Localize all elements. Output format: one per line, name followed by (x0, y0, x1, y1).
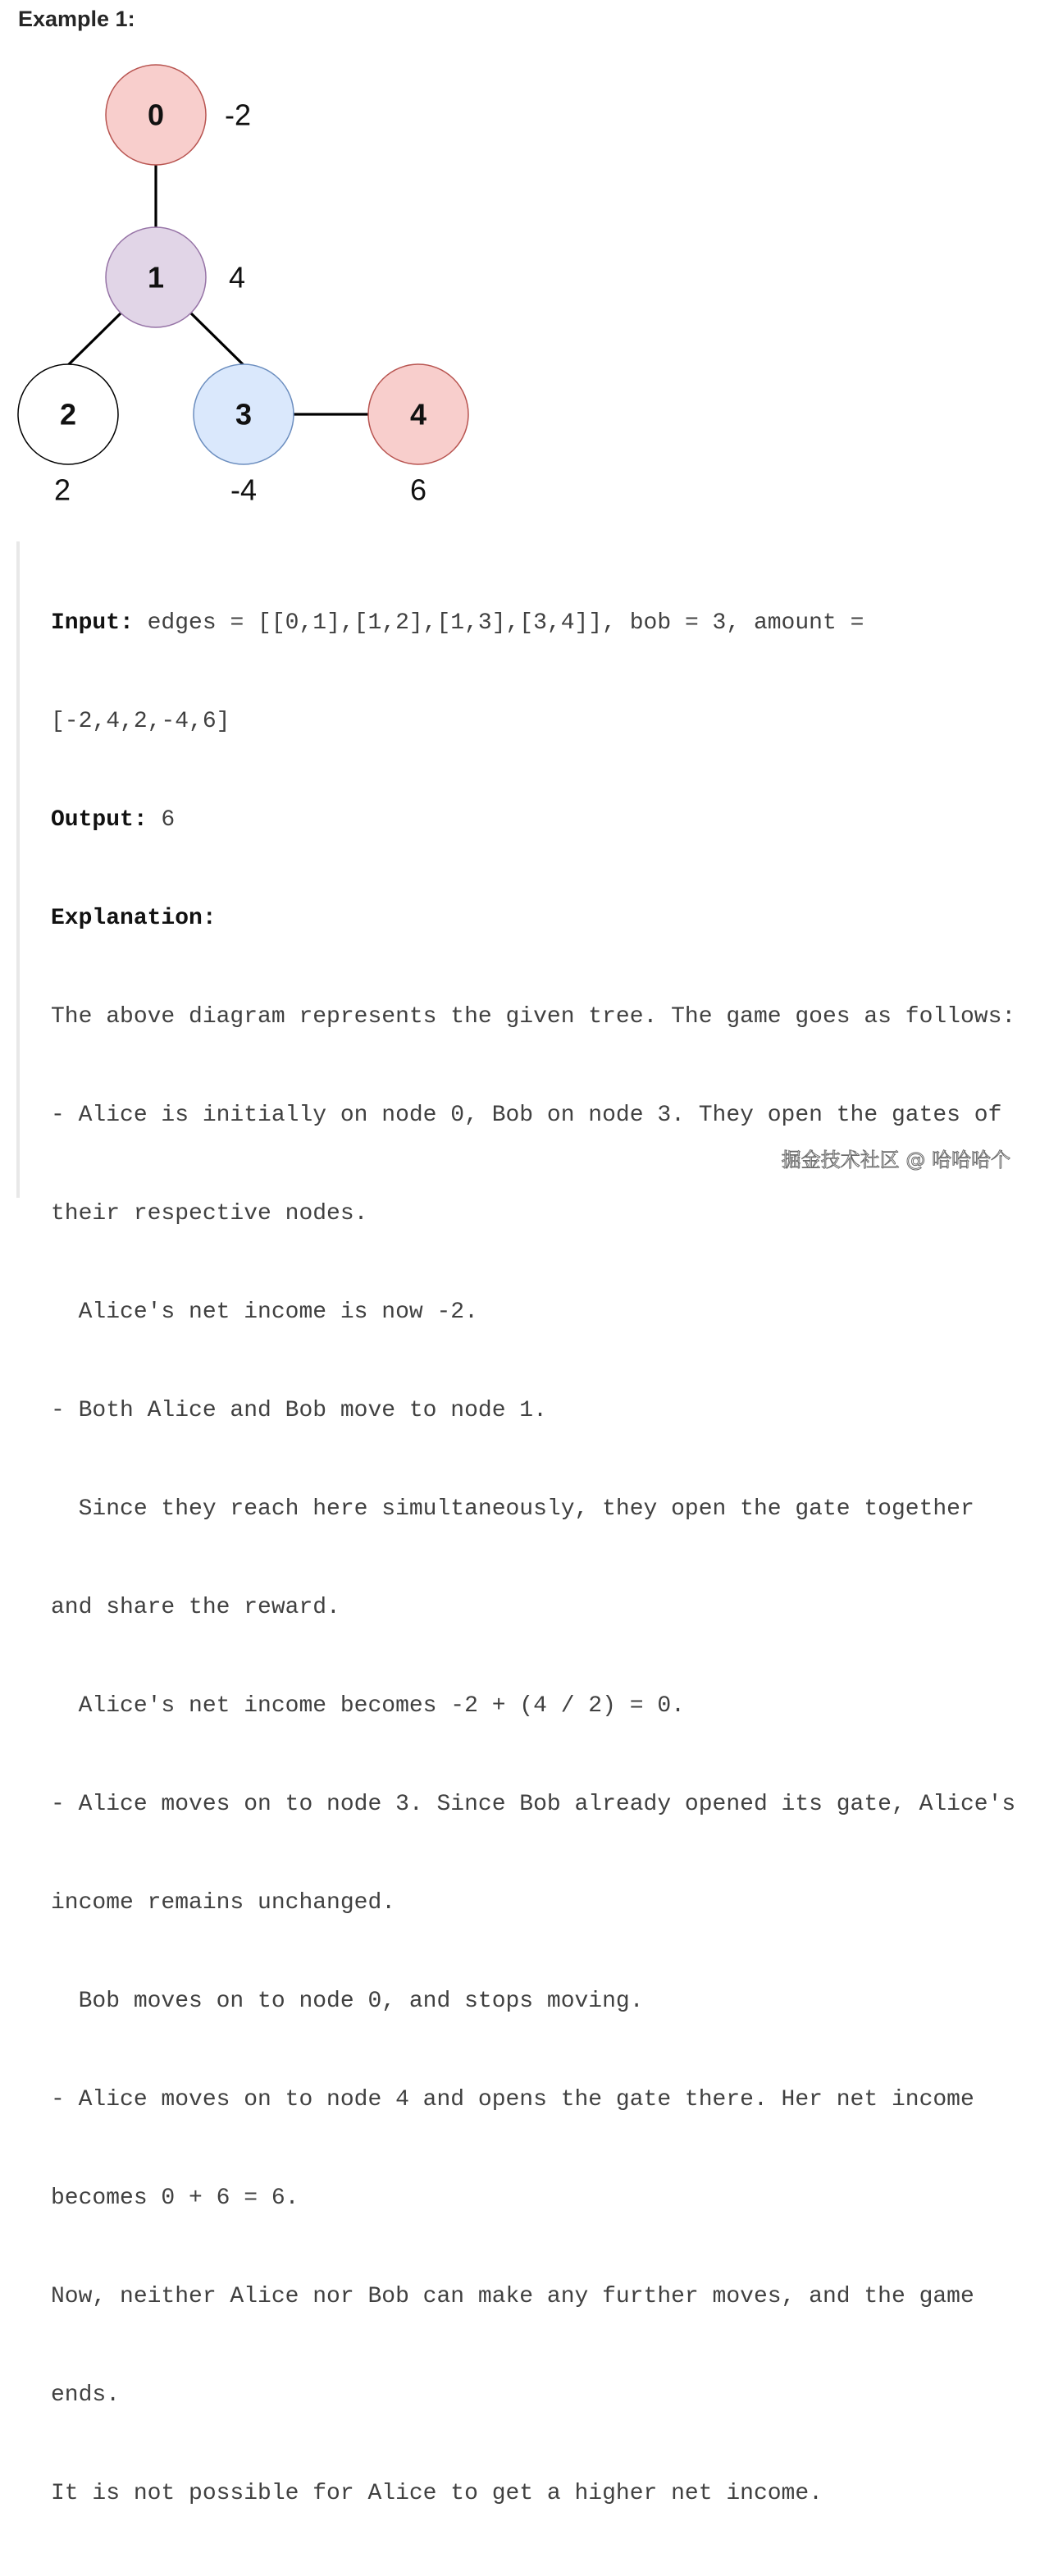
node-0-label: 0 (147, 98, 165, 132)
explanation-line: Bob moves on to node 0, and stops moving. (51, 1989, 644, 2014)
tree-node (106, 65, 206, 165)
node-4-amount: 6 (409, 473, 427, 507)
explanation-line: and share the reward. (51, 1595, 340, 1620)
explanation-line: - Both Alice and Bob move to node 1. (51, 1398, 547, 1423)
tree-diagram (0, 49, 509, 517)
output-label: Output: (51, 807, 148, 833)
explanation-line: income remains unchanged. (51, 1890, 396, 1916)
explanation-line: Since they reach here simultaneously, they open the gate together (51, 1496, 974, 1522)
tree-node (18, 364, 118, 464)
explanation-line: - Alice moves on to node 4 and opens the gate there. Her net income (51, 2087, 974, 2112)
input-label: Input: (51, 610, 134, 636)
explanation-line: - Alice moves on to node 3. Since Bob already opened its gate, Alice's (51, 1792, 1016, 1817)
explanation-line: Alice's net income is now -2. (51, 1299, 478, 1325)
example-block (16, 541, 1033, 2506)
explanation-line: It is not possible for Alice to get a higher net income. (51, 2481, 823, 2506)
explanation-line: ends. (51, 2382, 121, 2408)
input-line-continued: [-2,4,2,-4,6] (51, 709, 230, 734)
explanation-line: Alice's net income becomes -2 + (4 / 2) = 0. (51, 1693, 685, 1719)
node-1-label: 1 (147, 260, 165, 295)
node-2-amount: 2 (53, 473, 71, 507)
node-4-label: 4 (409, 397, 427, 432)
node-1-amount: 4 (228, 260, 246, 295)
explanation-line: their respective nodes. (51, 1201, 368, 1226)
input-line (51, 607, 1015, 640)
explanation-line: becomes 0 + 6 = 6. (51, 2185, 299, 2211)
edge-1-3 (191, 313, 244, 365)
node-2-label: 2 (59, 397, 77, 432)
output-value: 6 (147, 807, 176, 833)
output-line (51, 804, 1015, 837)
explanation-line: - Alice is initially on node 0, Bob on node 3. They open the gates of (51, 1103, 1002, 1128)
watermark-text: 掘金技术社区 @ 哈哈哈个 (781, 1149, 1010, 1172)
edge-1-2 (68, 313, 121, 365)
explanation-label: Explanation: (51, 906, 217, 931)
node-3-label: 3 (235, 397, 253, 432)
tree-node (368, 364, 468, 464)
explanation-line: Now, neither Alice nor Bob can make any further moves, and the game (51, 2284, 974, 2309)
input-value: edges = [[0,1],[1,2],[1,3],[3,4]], bob = 3, amount = (133, 610, 864, 636)
explanation-line: The above diagram represents the given tree. The game goes as follows: (51, 1004, 1016, 1030)
example-text (51, 541, 1015, 2576)
tree-node (194, 364, 294, 464)
node-3-amount: -4 (230, 473, 258, 507)
node-0-amount: -2 (224, 98, 252, 132)
tree-node (106, 227, 206, 327)
example-heading: Example 1: (18, 7, 135, 31)
